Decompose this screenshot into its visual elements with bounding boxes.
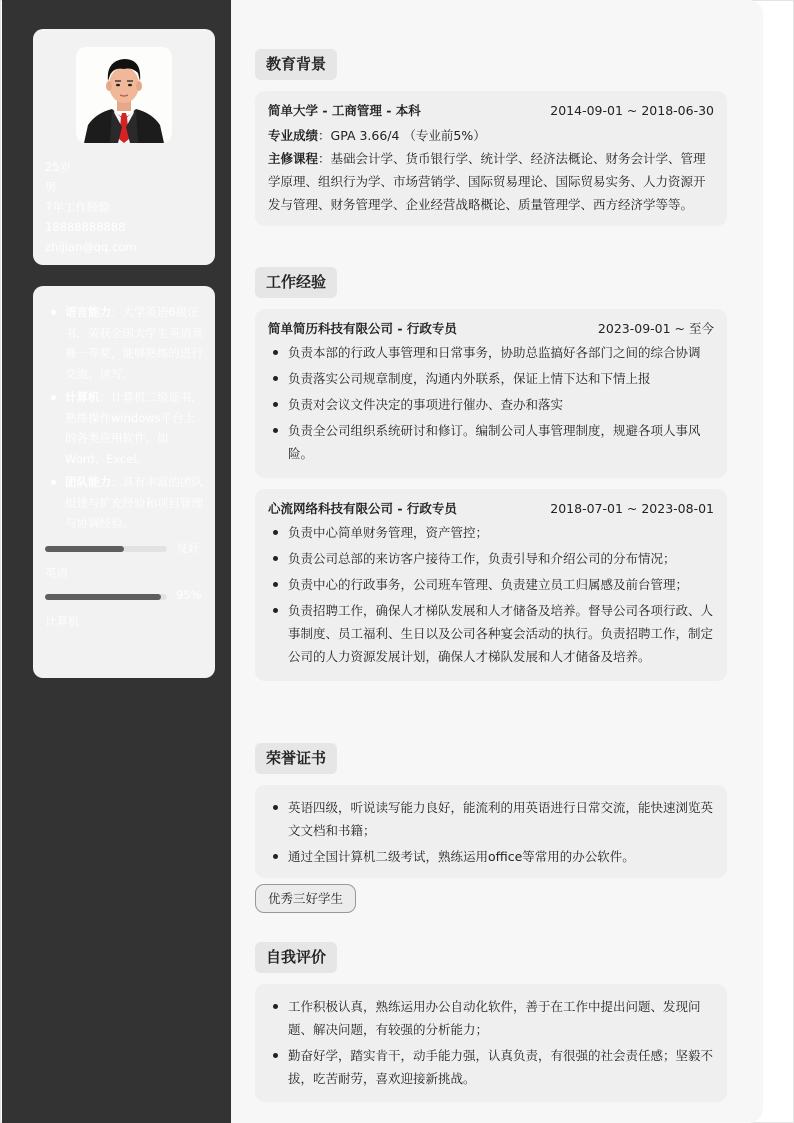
duty-item: 负责公司总部的来访客户接待工作，负责引导和介绍公司的分布情况； xyxy=(268,547,714,570)
job-block xyxy=(255,309,727,478)
skill-item xyxy=(45,387,203,469)
duty-item: 负责落实公司规章制度，沟通内外联系，保证上情下达和下情上报 xyxy=(268,367,714,390)
honors-block xyxy=(255,785,727,878)
email-address[interactable]: zhijian@qq.com xyxy=(45,240,137,254)
duty-item: 负责对会议文件决定的事项进行催办、查办和落实 xyxy=(268,393,714,416)
honors-list xyxy=(268,796,714,868)
skill-bar-computer xyxy=(45,587,203,612)
job-period: 2023-09-01 ~ 至今 xyxy=(597,321,714,336)
skill-label: 团队能力 xyxy=(65,475,111,489)
progress-track xyxy=(45,546,167,552)
company-title: 心流网络科技有限公司 - 行政专员 xyxy=(268,501,457,516)
gpa-line xyxy=(268,124,714,147)
main-content xyxy=(231,0,763,1123)
age: 25岁 xyxy=(45,160,72,174)
gpa-label: 专业成绩 xyxy=(268,128,319,143)
education-period: 2014-09-01 ~ 2018-06-30 xyxy=(550,103,714,118)
skill-label: 计算机 xyxy=(65,390,100,404)
gpa-text: ：GPA 3.66/4 （专业前5%） xyxy=(318,128,486,143)
education-section xyxy=(255,49,727,226)
duty-list xyxy=(268,341,714,465)
duty-item: 负责全公司组织系统研讨和修订。编制公司人事管理制度，规避各项人事风险。 xyxy=(268,419,714,465)
work-experience-years: 7年工作经验 xyxy=(45,200,110,214)
education-header xyxy=(268,101,714,121)
job-header xyxy=(268,319,714,339)
section-title: 荣誉证书 xyxy=(255,743,337,774)
personal-info-list xyxy=(45,157,137,257)
progress-fill xyxy=(45,594,161,600)
section-title: 工作经验 xyxy=(255,267,337,298)
portrait-icon xyxy=(76,47,172,143)
skill-bar-english xyxy=(45,542,203,564)
avatar xyxy=(76,47,172,143)
courses-line xyxy=(268,147,714,216)
duty-item: 负责中心的行政事务，公司班车管理、负责建立员工归属感及前台管理； xyxy=(268,573,714,596)
self-evaluation-section xyxy=(255,942,727,1102)
company-title: 简单简历科技有限公司 - 行政专员 xyxy=(268,321,457,336)
profile-card xyxy=(33,29,215,265)
self-evaluation-list xyxy=(268,995,714,1090)
job-header xyxy=(268,499,714,519)
duty-list xyxy=(268,521,714,668)
skill-text: ：计算机二级证书，熟练操作windows平台上的各类应用软件，如Word、Excel。 xyxy=(65,390,203,466)
skill-item xyxy=(45,472,203,534)
job-period: 2018-07-01 ~ 2023-08-01 xyxy=(550,501,714,516)
self-evaluation-block xyxy=(255,984,727,1102)
skill-text: ：大学英语6级证书，荣获全国大学生英语竞赛一等奖，能够熟练的进行交流、读写。 xyxy=(65,305,203,381)
duty-item: 负责中心简单财务管理，资产管控； xyxy=(268,521,714,544)
progress-track xyxy=(45,594,167,600)
courses-label: 主修课程 xyxy=(268,151,319,166)
section-title: 教育背景 xyxy=(255,49,337,80)
gender: 男 xyxy=(45,180,57,194)
progress-fill xyxy=(45,546,124,552)
courses-text: ：基础会计学、货币银行学、统计学、经济法概论、财务会计学、管理学原理、组织行为学、市场营销学、国际贸易理论、国际贸易实务、人力资源开发与管理、财务管理学、企业经营战略概论、质量管理学、西方经济学等等。 xyxy=(268,151,706,212)
skill-bar-label: 英语 xyxy=(45,565,68,580)
skills-card xyxy=(33,286,215,678)
skill-label: 语言能力 xyxy=(65,305,111,319)
skill-level: 良好 xyxy=(176,540,199,555)
duty-item: 负责招聘工作，确保人才梯队发展和人才储备及培养。督导公司各项行政、人事制度、员工福利、生日以及公司各种宴会活动的执行。负责招聘工作，制定公司的人力资源发展计划，确保人才梯队发展和人才储备及培养。 xyxy=(268,599,714,668)
evaluation-item: 工作积极认真，熟练运用办公自动化软件，善于在工作中提出问题、发现问题、解决问题，有较强的分析能力； xyxy=(268,995,714,1041)
work-section xyxy=(255,267,727,681)
job-block xyxy=(255,489,727,681)
skill-text: ：具有丰富的团队组建与扩充经验和项目管理与协调经验。 xyxy=(65,475,203,530)
honors-section xyxy=(255,743,727,913)
sidebar xyxy=(2,0,231,1123)
phone-number[interactable]: 18888888888 xyxy=(45,220,126,234)
skill-level: 95% xyxy=(176,587,202,602)
skill-bar-label: 计算机 xyxy=(45,613,80,628)
honor-item: 通过全国计算机二级考试，熟练运用office等常用的办公软件。 xyxy=(268,845,714,868)
skill-item xyxy=(45,302,203,384)
skills-list xyxy=(45,302,203,534)
honor-item: 英语四级，听说读写能力良好，能流利的用英语进行日常交流，能快速浏览英文文档和书籍； xyxy=(268,796,714,842)
section-title: 自我评价 xyxy=(255,942,337,973)
evaluation-item: 勤奋好学，踏实肯干，动手能力强，认真负责，有很强的社会责任感；坚毅不拔，吃苦耐劳，喜欢迎接新挑战。 xyxy=(268,1044,714,1090)
honor-tag: 优秀三好学生 xyxy=(255,884,356,913)
duty-item: 负责本部的行政人事管理和日常事务，协助总监搞好各部门之间的综合协调 xyxy=(268,341,714,364)
school-name: 简单大学 - 工商管理 - 本科 xyxy=(268,103,421,118)
education-block xyxy=(255,91,727,226)
